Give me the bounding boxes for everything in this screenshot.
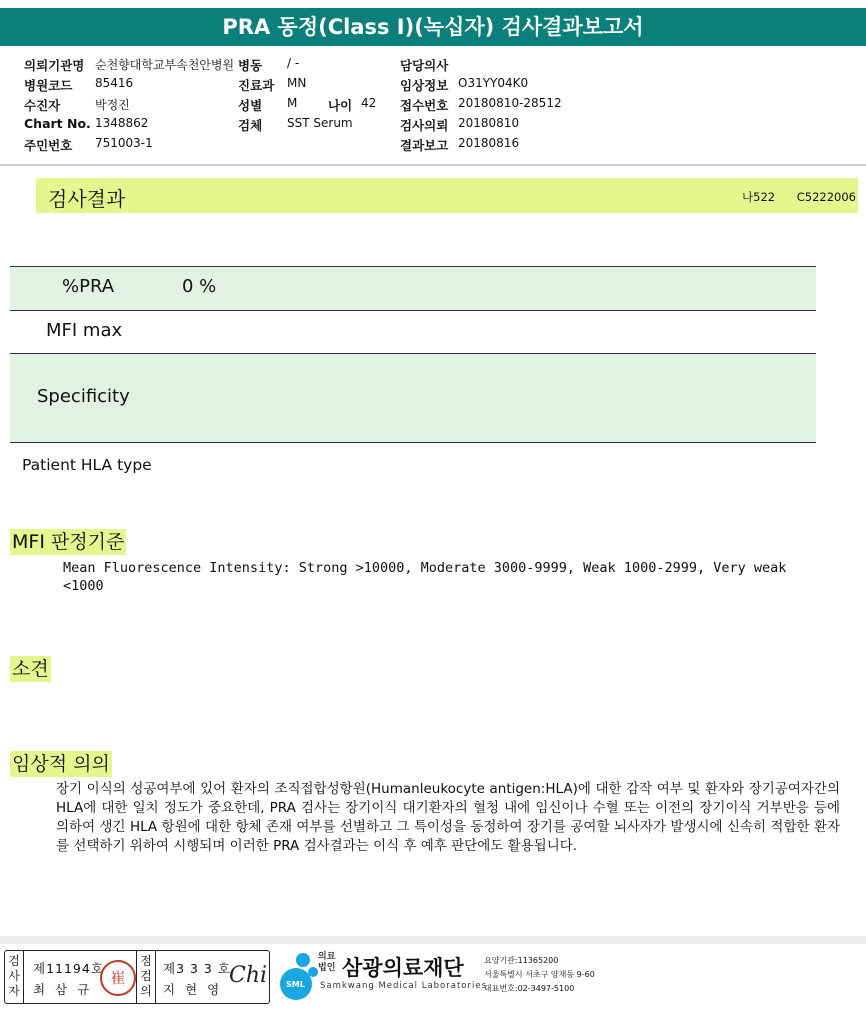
age-value: 42 [361,96,377,110]
dept-label: 진료과 [238,78,275,93]
reviewer-signature: Chi [229,963,268,988]
reviewer-label-text: 점검의 [140,954,152,998]
tester-label-text: 검사자 [8,954,20,998]
reviewer-name: 지 현 영 [163,982,223,997]
clinical-info-value: O31YY04K0 [458,76,529,90]
report-date-value: 20180816 [458,136,520,150]
receipt-label: 접수번호 [400,98,449,113]
report-title: PRA 동정(Class I)(녹십자) 검사결과보고서 [0,8,866,46]
chart-no-value: 1348862 [95,116,149,130]
results-section-bar [36,178,858,213]
mfi-criteria-text: Mean Fluorescence Intensity: Strong >10000, Moderate 3000-9999, Weak 1000-2999, Very weak <1000 [63,560,787,594]
resident-no-label: 주민번호 [24,138,73,153]
specificity-row [10,354,816,442]
doctor-label: 담당의사 [400,58,449,73]
hospital-label: 의뢰기관명 [24,58,85,73]
lab-phone: 대표번호:02-3497-5100 [484,984,575,993]
results-code-1: 나522 [742,190,776,204]
clinical-significance-title: 임상적 의의 [12,753,110,775]
patient-hla-label: Patient HLA type [22,456,152,474]
specificity-label: Specificity [37,386,130,407]
patient-label: 수진자 [24,98,61,113]
clinical-significance-text: 장기 이식의 성공여부에 있어 환자의 조직접합성항원(Humanleukocyte antigen:HLA)에 대한 감작 여부 및 환자와 장기공여자간의 HLA에 대한 일치 정도가 중요한데, PRA 검사는 장기이식 대기환자의 혈청 내에 임신이나 수혈 또는 이전의 장기이식 거부반응 등에 의하여 생긴 HLA 항원에 대한 항체 존재 여부를 선별하고 그 특이성을 동정하여 장기를 공여할 뇌사자가 발생시에 신속히 적합한 환자를 선택하기 위하여 시행되며 이러한 PRA 검사결과는 이식 후 예후 판단에도 활용됩니다. [56,781,840,854]
request-date-label: 검사의뢰 [400,118,449,133]
lab-name: 삼광의료재단 [342,956,464,980]
seal-text: 崔 [110,969,126,987]
reviewer-label [137,951,155,1003]
request-date-value: 20180810 [458,116,520,130]
lab-code: 요양기관:11365200 [484,956,559,965]
pra-label: %PRA [62,276,115,297]
box-divider [155,951,156,1003]
results-codes [742,189,856,205]
specimen-value: SST Serum [287,116,353,130]
dept-value: MN [287,76,307,90]
results-code-2: C5222006 [796,190,856,204]
table-line [10,442,816,443]
report-date-label: 결과보고 [400,138,449,153]
reviewer-number: 제3 3 3 호 [163,961,231,976]
receipt-value: 20180810-28512 [458,96,562,110]
table-line [10,310,816,311]
lab-prefix: 의료법인 [318,952,336,973]
lab-contact-info [484,954,595,996]
chart-no-label: Chart No. [24,116,91,131]
patient-value: 박정진 [95,98,130,112]
mfi-criteria-title: MFI 판정기준 [12,531,125,553]
hospital-code-label: 병원코드 [24,78,73,93]
footer-divider [0,936,866,944]
sex-value: M [287,96,298,110]
hospital-value: 순천향대학교부속천안병원 [95,58,235,72]
tester-number: 제11194호 [33,961,104,976]
specimen-label: 검체 [238,118,263,133]
resident-no-value: 751003-1 [95,136,153,150]
patient-info-header [0,52,866,166]
pra-row [10,267,816,310]
pra-value: 0 % [182,276,217,297]
results-title: 검사결과 [48,187,126,211]
header-divider [0,164,866,166]
clinical-info-label: 임상정보 [400,78,449,93]
sml-logo-icon [272,950,320,1002]
sml-logo-badge: SML [286,980,305,989]
ward-value: / - [287,56,300,70]
sex-label: 성별 [238,98,263,113]
tester-name: 최 삼 규 [33,982,93,997]
opinion-title: 소견 [12,658,49,680]
tester-seal [100,960,136,996]
age-label: 나이 [328,98,353,113]
signature-box [4,950,270,1004]
lab-english-name: Samkwang Medical Laboratories [320,981,488,991]
hospital-code-value: 85416 [95,76,134,90]
ward-label: 병동 [238,58,263,73]
lab-address: 서울특별시 서초구 양재동 9-60 [484,970,595,979]
tester-label [5,951,23,1003]
mfi-max-label: MFI max [46,320,123,341]
box-divider [23,951,24,1003]
